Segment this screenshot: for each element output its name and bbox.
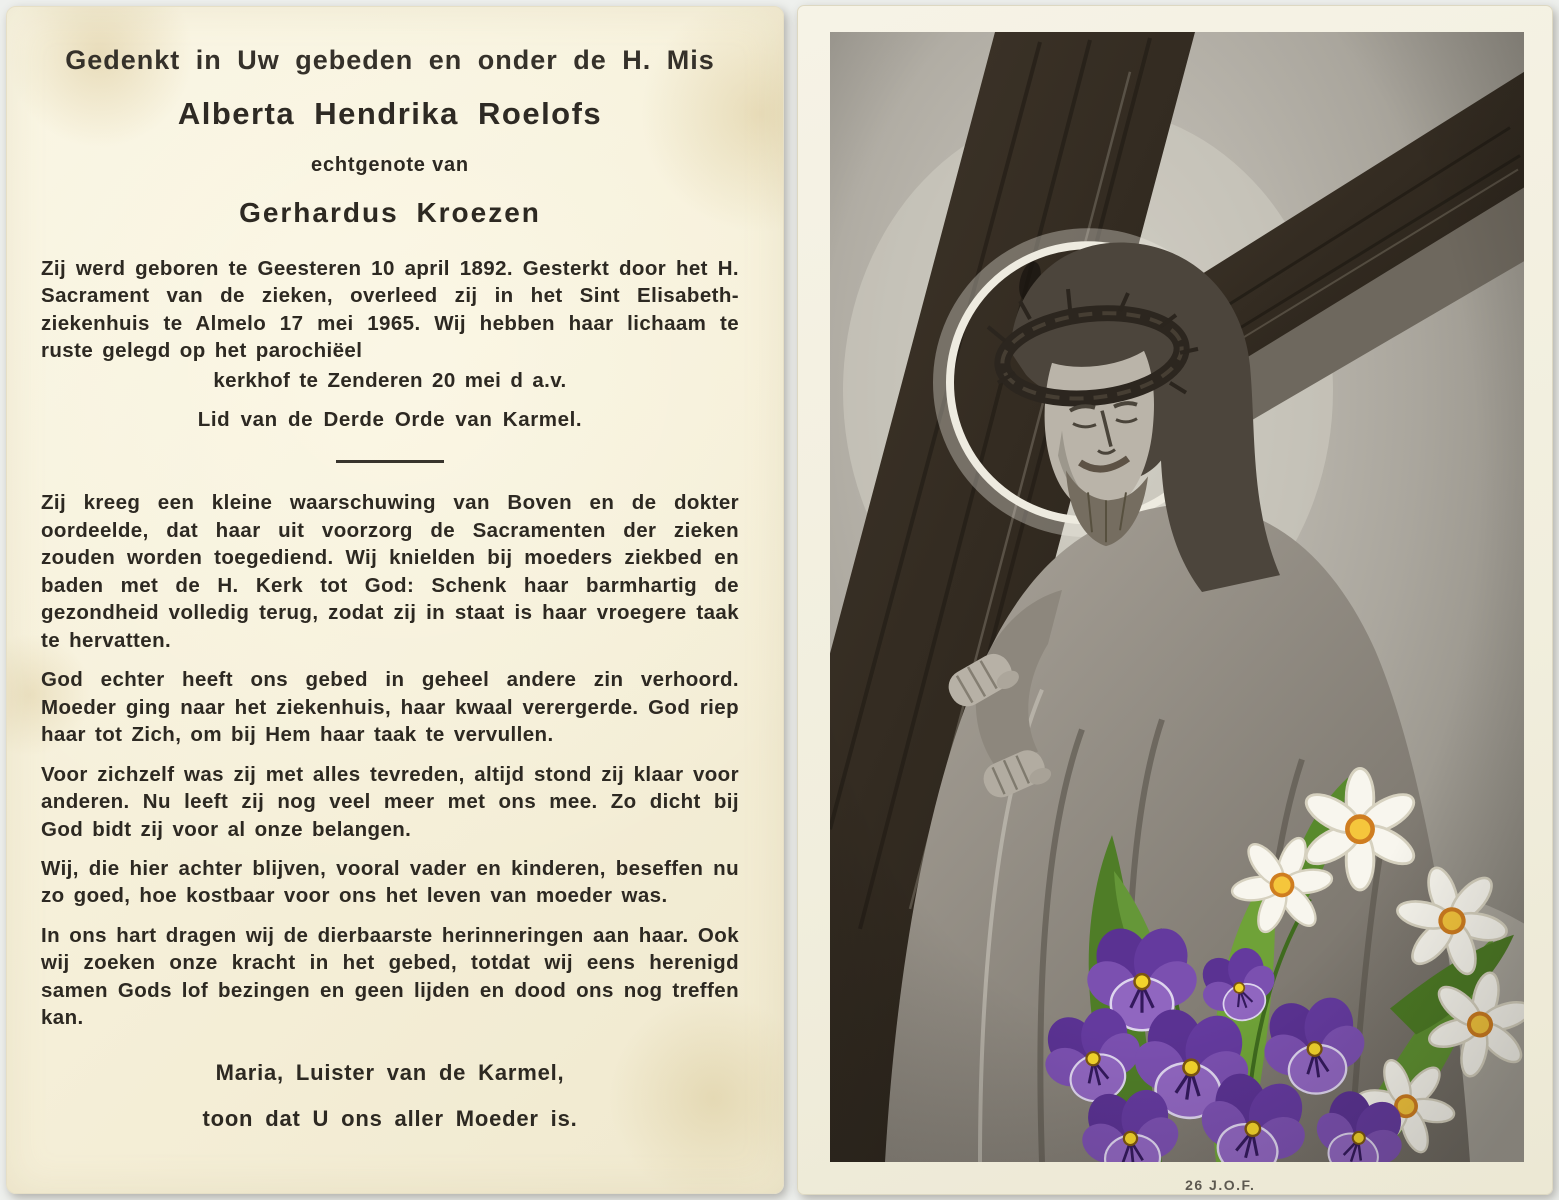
deceased-name: Alberta Hendrika Roelofs <box>177 96 603 131</box>
memorial-paragraph-5: In ons hart dragen wij de dierbaarste herinneringen aan haar. Ook wij zoeken onze kracht in het gebed, totdat wij eens herenigd samen Gods lof bezingen en geen lijden en dood ons nog treffen kan. <box>41 923 739 1030</box>
card-image-side <box>797 5 1553 1195</box>
spouse-name: Gerhardus Kroezen <box>239 197 541 228</box>
intro-line: Gedenkt in Uw gebeden en onder de H. Mis <box>65 45 715 75</box>
membership-line: Lid van de Derde Orde van Karmel. <box>197 408 583 432</box>
memorial-paragraph-3: Voor zichzelf was zij met alles tevreden, altijd stond zij klaar voor anderen. Nu leeft zij nog veel meer met ons mee. Zo dicht bij God bidt zij voor al onze belangen. <box>41 762 739 841</box>
holy-card-illustration <box>830 32 1524 1162</box>
card-text-side <box>6 6 784 1194</box>
section-divider <box>336 460 444 463</box>
biography-last-line: kerkhof te Zenderen 20 mei d a.v. <box>213 368 567 392</box>
relation-label: echtgenote van <box>311 154 469 176</box>
memorial-paragraph-1: Zij kreeg een kleine waarschuwing van Boven en de dokter oordeelde, dat haar uit voorzorg de Sacramenten der zieken zouden worden toegediend. Wij knielden bij moeders ziekbed en baden met de H. Kerk tot God: Schenk haar barmhartig de gezondheid volledig terug, zodat zij in staat is haar vroegere taak te hervatten. <box>41 491 739 652</box>
memorial-paragraph-2: God echter heeft ons gebed in geheel andere zin verhoord. Moeder ging naar het ziekenhuis, haar kwaal verergerde. God riep haar tot Zich, om bij Hem haar taak te vervullen. <box>41 668 739 747</box>
closing-line-2: toon dat U ons aller Moeder is. <box>202 1105 578 1131</box>
closing-line-1: Maria, Luister van de Karmel, <box>215 1059 565 1085</box>
holy-card-artwork <box>830 32 1524 1162</box>
memorial-paragraph-4: Wij, die hier achter blijven, vooral vader en kinderen, beseffen nu zo goed, hoe kostbaar voor ons het leven van moeder was. <box>41 856 739 908</box>
imprint-text: 26 J.O.F. <box>1185 1177 1256 1193</box>
biography-text: Zij werd geboren te Geesteren 10 april 1892. Gesterkt door het H. Sacrament van de zieken, overleed zij in het Sint Elisabeth-ziekenhuis te Almelo 17 mei 1965. Wij hebben haar lichaam te ruste gelegd op het parochiëel <box>41 257 739 363</box>
vignette-overlay <box>830 32 1524 1162</box>
